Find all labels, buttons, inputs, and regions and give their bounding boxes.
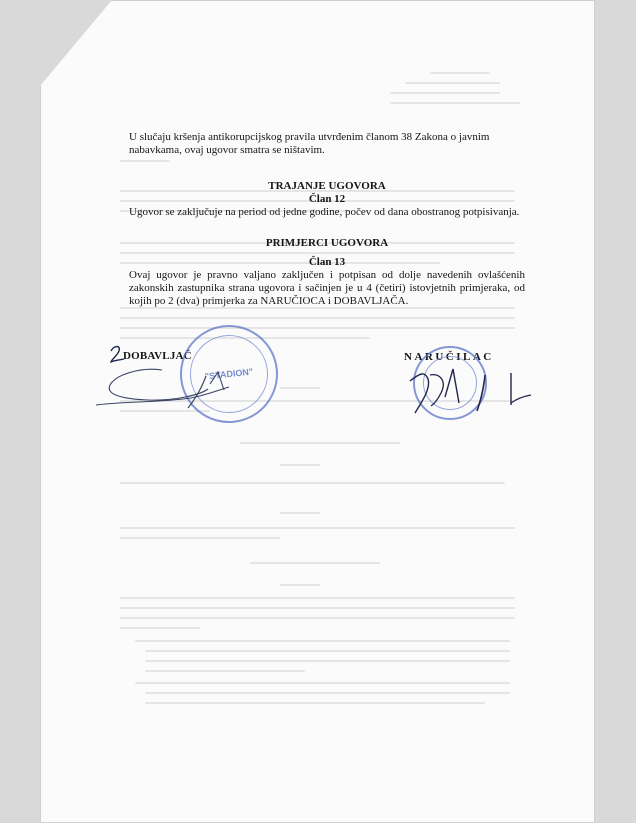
paragraph-1-line-2: nabavkama, ovaj ugovor smatra se ništavim.	[129, 144, 325, 156]
supplier-signature	[88, 360, 238, 422]
section-13-line-2: zakonskih zastupnika strana ugovora i sačinjen je u 4 (četiri) istovjetnih primjeraka, od	[129, 282, 525, 294]
supplier-stamp-text: "STADION"	[204, 366, 254, 382]
supplier-label: DOBAVLJAČ	[123, 350, 192, 362]
folded-corner	[40, 0, 112, 86]
paragraph-1-line-1: U slučaju kršenja antikorupcijskog pravila utvrđenim članom 38 Zakona o javnim	[129, 131, 490, 143]
section-13-article: Član 13	[308, 256, 346, 268]
section-12-title: TRAJANJE UGOVORA	[268, 180, 386, 192]
section-12-text: Ugovor se zaključuje na period od jedne godine, počev od dana obostranog potpisivanja.	[129, 206, 520, 218]
section-13-line-3: kojih po 2 (dva) primjerka za NARUČIOCA i DOBAVLJAČA.	[129, 295, 409, 307]
client-signature	[395, 363, 535, 419]
section-12-article: Član 12	[308, 193, 346, 205]
client-label: NARUČILAC	[404, 351, 494, 363]
section-13-line-1: Ovaj ugovor je pravno valjano zaključen i potpisan od dolje navedenih ovlašćenih	[129, 269, 525, 281]
section-13-title: PRIMJERCI UGOVORA	[265, 237, 389, 249]
